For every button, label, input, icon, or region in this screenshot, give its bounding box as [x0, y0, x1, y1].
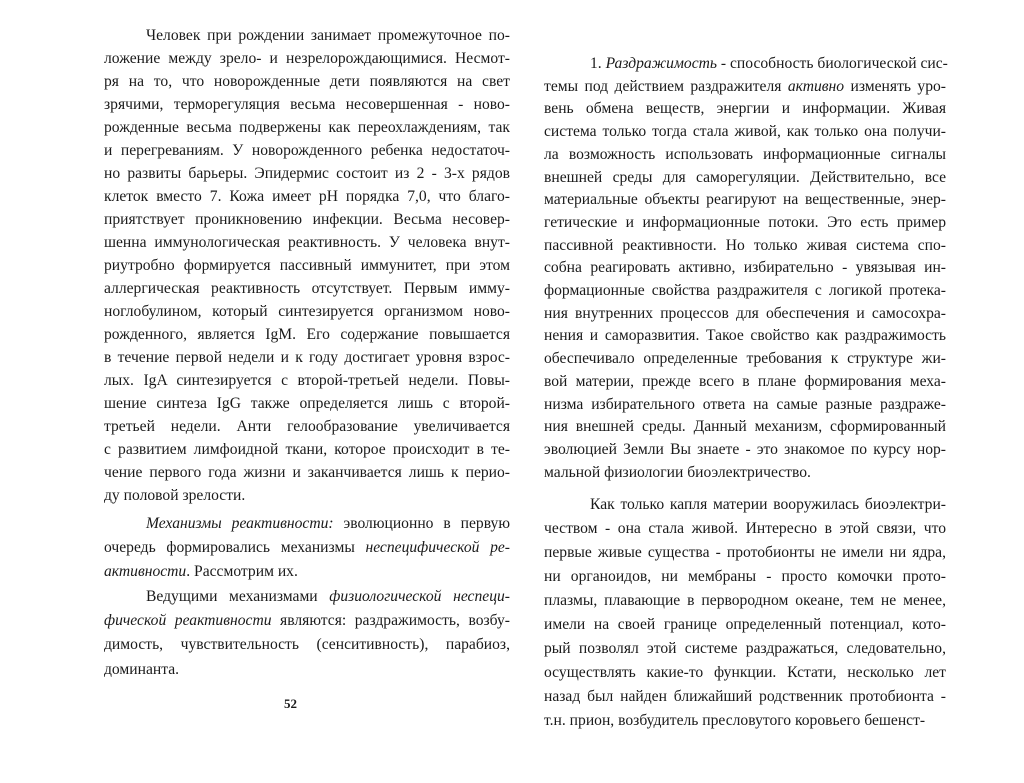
text-line [544, 615, 946, 635]
text-segment: очередь формировались механизмы [104, 539, 366, 557]
text-line [544, 99, 946, 119]
text-line [544, 349, 946, 369]
text-line [104, 72, 510, 92]
italic-term: фической реактивности [104, 612, 272, 630]
text-segment: шение синтеза IgG также определяется лишь с второй- [104, 395, 510, 412]
text-line [104, 660, 179, 680]
text-segment: низма избирательного ответа на самые разные раздраже- [544, 395, 946, 413]
text-segment: гетические и информационные потоки. Это есть пример [544, 213, 946, 231]
text-line [544, 281, 946, 301]
text-line [104, 210, 510, 230]
text-line [104, 348, 510, 368]
text-line [544, 168, 946, 188]
text-segment: лых. IgA синтезируется с второй-третьей недели. Повы- [104, 372, 510, 389]
text-segment: внешней среды для саморегуляции. Действительно, все [544, 168, 946, 186]
text-segment: и перегреваниям. У новорожденного ребенка недостаточ- [104, 142, 510, 159]
text-line [544, 190, 946, 210]
text-line [104, 49, 510, 69]
text-segment: формационные свойства раздражителя с логикой протека- [544, 282, 946, 299]
text-line [544, 543, 946, 563]
text-line [104, 256, 510, 276]
text-segment: рожденного, является IgM. Его содержание повышается [104, 326, 510, 343]
text-line [590, 54, 946, 74]
text-segment: ноглобулином, который синтезируется организмом ново- [104, 303, 510, 320]
text-line [104, 611, 510, 631]
text-segment: в течение первой недели и к году достигает уровня взрос- [104, 349, 510, 366]
text-line [544, 77, 946, 97]
text-line [544, 236, 946, 256]
text-line [104, 325, 510, 345]
text-line [544, 258, 946, 278]
text-segment: риутробно формируется пассивный иммунитет, при этом [104, 257, 510, 274]
italic-term: Механизмы реактивности: [146, 515, 334, 532]
text-segment: темы под действием раздражителя [544, 77, 788, 95]
text-line [544, 417, 946, 437]
text-segment: третьей недели. Анти гелообразование увеличивается [104, 418, 510, 435]
text-segment: но развиты барьеры. Эпидермис состоит из 2 - 3-х рядов [104, 165, 510, 182]
text-line [590, 495, 946, 515]
text-segment: Как только капля материи вооружилась биоэлектри- [590, 496, 946, 513]
text-segment: эволюцией Земли Вы знаете - это знакомое по курсу нор- [544, 440, 946, 458]
text-line [146, 587, 510, 607]
text-segment: первые живые существа - протобионты не имели ни ядра, [544, 544, 946, 561]
text-line [544, 395, 946, 415]
text-line [544, 213, 946, 233]
text-segment: собна реагировать активно, избирательно - увязывая ин- [544, 259, 946, 277]
text-line [146, 26, 510, 46]
text-segment: приятствует проникновению инфекции. Весьма несовер- [104, 211, 510, 228]
text-segment: . Рассмотрим их. [186, 563, 298, 581]
text-segment: плазмы, плавающие в первородном океане, тем не менее, [544, 592, 946, 609]
text-line [544, 663, 946, 683]
text-line [104, 233, 510, 253]
text-line [544, 304, 946, 324]
text-line [104, 394, 510, 414]
italic-term: физиологической неспеци- [329, 588, 510, 605]
text-segment: димость, чувствительность (сенситивность), парабиоз, [104, 636, 510, 654]
text-line [104, 486, 245, 506]
text-line [104, 538, 510, 558]
italic-term: неспецифической ре- [365, 539, 511, 557]
text-segment: рый позволял этой системе раздражаться, следовательно, [544, 640, 946, 657]
text-segment: ла возможность использовать информационные сигналы [544, 145, 946, 163]
text-segment: являются: раздражимость, возбу- [271, 612, 510, 630]
text-segment: материальные объекты реагируют на вещественные, энер- [544, 191, 946, 209]
text-segment: пассивной реактивности. Но только живая система спо- [544, 236, 946, 254]
text-line [104, 164, 510, 184]
text-line [104, 279, 510, 299]
text-segment: аллергическая реактивность отсутствует. Первым имму- [104, 280, 510, 297]
text-segment: зрячими, терморегуляция весьма несовершенная - ново- [104, 96, 510, 113]
text-segment: чение первого года жизни и заканчивается лишь к перио- [104, 464, 510, 481]
text-segment: - способность биологической сис- [717, 55, 948, 72]
text-segment: ния внешней среды. Данный механизм, сформированный [544, 418, 946, 436]
text-segment: вой материи, прежде всего в плане формирования меха- [544, 372, 946, 390]
text-line [104, 635, 510, 655]
text-segment: клеток вместо 7. Кожа имеет pH порядка 7,0, что благо- [104, 188, 510, 205]
text-segment: изменять уро- [844, 77, 946, 95]
text-segment: эволюционно в первую [333, 515, 510, 532]
text-segment: нения и саморазвития. Такое свойство как раздражимость [544, 327, 946, 345]
text-segment: с развитием лимфоидной ткани, которое происходит в те- [104, 441, 510, 458]
italic-term: Раздражимость [605, 55, 718, 72]
text-line [104, 417, 510, 437]
text-line [104, 302, 510, 322]
text-segment: ни органоидов, ни мембраны - просто комочки прото- [544, 568, 946, 585]
text-line [544, 519, 946, 539]
text-segment: 1. [590, 55, 606, 72]
text-segment: ря на то, что новорожденные дети появляются на свет [104, 73, 510, 90]
text-line [104, 187, 510, 207]
text-segment: доминанта. [104, 660, 180, 678]
text-line [544, 463, 811, 483]
text-segment: имели на своей границе определенный потенциал, кото- [544, 616, 946, 633]
text-segment: ния внутренних процессов для обеспечения и самосохра- [544, 304, 946, 322]
text-segment: рожденные весьма подвержены как переохлаждениям, так [104, 119, 510, 136]
text-segment: осуществлять какие-то функции. Кстати, несколько лет [544, 664, 946, 681]
text-line [544, 567, 946, 587]
text-segment: чеством - она стала живой. Интересно в этой связи, что [544, 520, 946, 537]
text-segment: обеспечивало определенные требования к структуре жи- [544, 350, 946, 368]
text-segment: т.н. прион, возбудитель пресловутого коровьего бешенст- [544, 712, 926, 729]
text-line [104, 562, 298, 582]
italic-term: активности [104, 563, 187, 581]
text-segment: мальной физиологии биоэлектричество. [544, 463, 811, 481]
text-line [104, 371, 510, 391]
text-line [544, 591, 946, 611]
text-segment: назад был найден ближайший родственник протобионта - [544, 688, 946, 705]
text-line [544, 687, 946, 707]
text-line [104, 463, 510, 483]
text-line [544, 122, 946, 142]
text-line [146, 514, 510, 534]
text-line [544, 145, 946, 165]
text-segment: шенна иммунологическая реактивность. У человека внут- [104, 234, 510, 251]
italic-term: активно [787, 77, 845, 95]
text-line [104, 440, 510, 460]
text-segment: вень обмена веществ, энергии и информации. Живая [544, 100, 946, 118]
text-line [544, 711, 925, 731]
page-number: 52 [284, 696, 297, 711]
text-line [544, 372, 946, 392]
text-line [104, 141, 510, 161]
text-segment: ложение между зрело- и незрелорождающимися. Несмот- [104, 50, 510, 67]
text-segment: система только тогда стала живой, как только она получи- [544, 123, 946, 141]
text-segment: Ведущими механизмами [146, 588, 330, 605]
text-segment: Человек при рождении занимает промежуточное по- [146, 27, 510, 44]
text-line [104, 95, 510, 115]
text-line [544, 639, 946, 659]
text-line [544, 326, 946, 346]
text-line [104, 118, 510, 138]
text-segment: ду половой зрелости. [104, 487, 246, 504]
text-line [544, 440, 946, 460]
